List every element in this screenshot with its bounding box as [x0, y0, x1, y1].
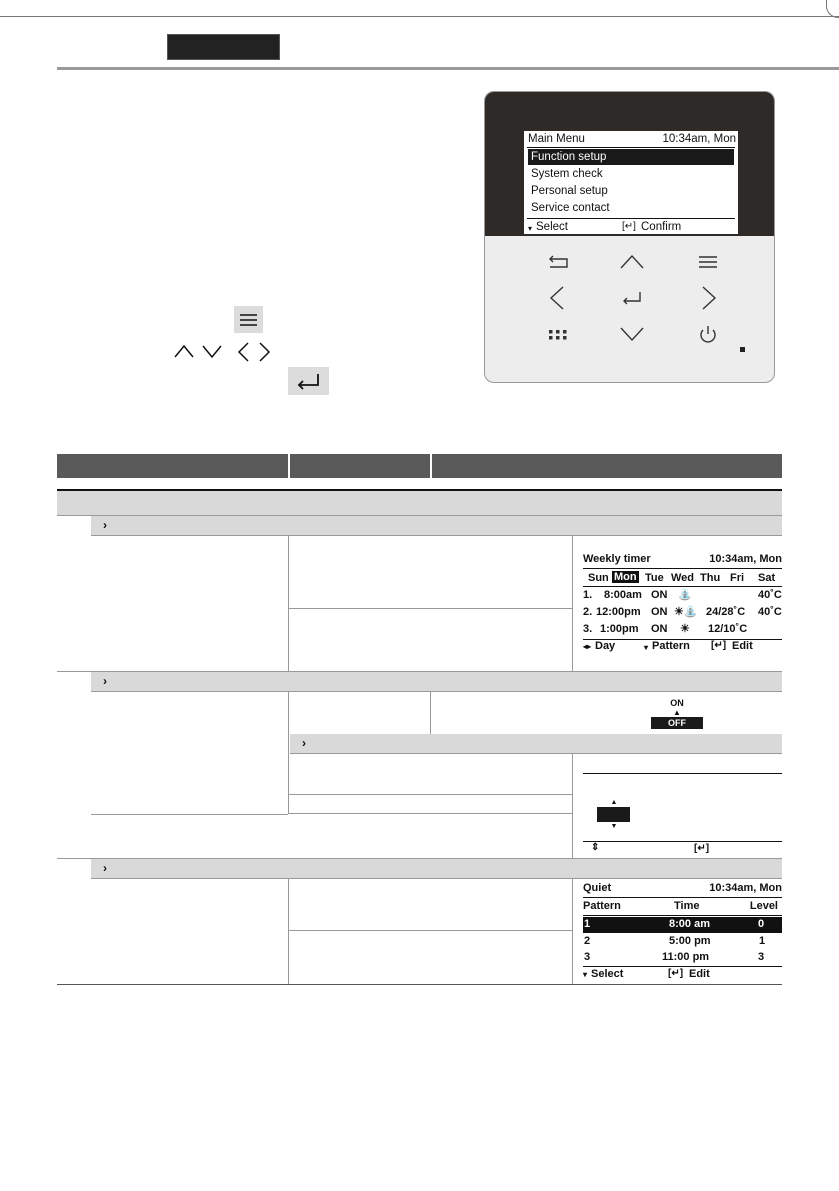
timer-row-2-tank: 40˚C: [758, 606, 782, 618]
enter-button[interactable]: [617, 286, 647, 310]
remote-controller: [484, 91, 775, 383]
menu-icon: [234, 306, 263, 333]
day-thu: Thu: [700, 572, 721, 584]
chevron-right-icon: ›: [302, 736, 306, 750]
subsection-bar-nested: [290, 734, 782, 754]
sun-snow-icon: ☀⛲: [674, 606, 698, 618]
subsection-bar-quiet: [91, 859, 782, 879]
down-arrow-icon: ▼: [610, 823, 618, 830]
header-rule: [57, 67, 839, 70]
quiet-row-2-level: 1: [759, 935, 766, 947]
page-edge-line: [0, 16, 839, 17]
timer-row-3-state: ON: [651, 623, 668, 635]
up-button[interactable]: [617, 250, 647, 274]
weekly-timer-clock: 10:34am, Mon: [709, 553, 782, 565]
quiet-header-pattern: Pattern: [583, 900, 621, 912]
lcd-clock: 10:34am, Mon: [662, 133, 736, 145]
footer-edit: Edit: [732, 640, 753, 652]
up-arrow-icon: ▲: [673, 708, 681, 717]
quiet-screen: [583, 882, 782, 983]
lcd-item-service-contact: Service contact: [531, 202, 610, 214]
toggle-on-label: ON: [670, 698, 684, 708]
quiet-row-1-level: 0: [758, 918, 765, 930]
quiet-header-level: Level: [749, 900, 778, 912]
lcd-footer-select: Select: [536, 221, 568, 233]
down-button[interactable]: [617, 322, 647, 346]
timer-row-1-state: ON: [651, 589, 668, 601]
footer-pattern: Pattern: [652, 640, 690, 652]
lcd-title: Main Menu: [528, 133, 585, 145]
day-wed: Wed: [671, 572, 695, 584]
quiet-footer-select: Select: [591, 968, 624, 980]
left-arrow-icon: [239, 343, 248, 361]
quiet-row-3-time: 11:00 pm: [662, 951, 710, 963]
day-mon-selected: Mon: [614, 571, 637, 583]
timer-row-1-n: 1.: [583, 589, 593, 601]
power-led: [740, 347, 745, 352]
menu-button[interactable]: [693, 250, 723, 274]
controller-lcd: [524, 131, 738, 234]
quiet-row-2-pattern: 2: [584, 935, 591, 947]
quick-menu-button[interactable]: [543, 322, 573, 346]
weekly-timer-screen: [583, 553, 782, 654]
tank-icon: ⛲: [678, 589, 692, 601]
back-button[interactable]: [543, 250, 573, 274]
sun-icon: ☀: [680, 623, 690, 635]
quiet-row-3-pattern: 3: [584, 951, 591, 963]
subsection-bar-weekly-timer: [91, 516, 782, 536]
right-button[interactable]: [693, 286, 723, 310]
table-header-col-3: [432, 454, 782, 478]
quiet-row-2-time: 5:00 pm: [669, 935, 711, 947]
lcd-item-system-check: System check: [531, 168, 603, 180]
section-tab: [167, 34, 280, 60]
day-sun: Sun: [588, 572, 609, 584]
left-button[interactable]: [543, 286, 573, 310]
quiet-row-1-time: 8:00 am: [669, 918, 710, 930]
table-header-col-2: [290, 454, 430, 478]
controller-display-panel: [485, 92, 774, 236]
lcd-item-function-setup: Function setup: [528, 149, 734, 165]
chevron-right-icon: ›: [103, 518, 107, 532]
right-arrow-icon: [260, 343, 269, 361]
timer-row-2-time: 12:00pm: [596, 606, 641, 618]
quiet-row-3-level: 3: [758, 951, 765, 963]
chevron-right-icon: ›: [103, 674, 107, 688]
power-button[interactable]: [693, 322, 723, 346]
quiet-footer-edit: Edit: [689, 968, 710, 980]
enter-icon: [↵]: [694, 843, 710, 854]
lcd-select-arrow-icon: ▾: [528, 224, 533, 233]
on-off-selector: [651, 698, 703, 730]
lcd-enter-icon: [↵]: [622, 221, 636, 232]
timer-row-3-time: 1:00pm: [600, 623, 639, 635]
up-arrow-icon: ▲: [610, 799, 618, 806]
down-arrow-icon: ▾: [583, 970, 588, 979]
left-right-arrows-icon: ◂▸: [583, 642, 592, 651]
value-field: [597, 807, 630, 822]
subsection-bar-holiday: [91, 672, 782, 692]
quiet-clock: 10:34am, Mon: [709, 882, 782, 894]
down-arrow-icon: ▾: [644, 643, 649, 652]
quiet-header-time: Time: [674, 900, 700, 912]
timer-row-1-tank: 40˚C: [758, 589, 782, 601]
quiet-title: Quiet: [583, 882, 612, 894]
day-sat: Sat: [758, 572, 776, 584]
timer-row-2-temp: 24/28˚C: [706, 606, 746, 618]
timer-row-3-n: 3.: [583, 623, 593, 635]
day-tue: Tue: [645, 572, 664, 584]
quiet-row-1-pattern: 1: [584, 918, 591, 930]
lcd-footer-confirm: Confirm: [641, 221, 682, 233]
arrow-keys-icon: [173, 339, 278, 365]
chevron-right-icon: ›: [103, 861, 107, 875]
timer-row-3-temp: 12/10˚C: [708, 623, 748, 635]
footer-day: Day: [595, 640, 616, 652]
weekly-timer-title: Weekly timer: [583, 553, 651, 565]
section-bar: [57, 491, 782, 516]
table-header-col-1: [57, 454, 288, 478]
up-down-arrows-icon: ⇕: [591, 842, 600, 853]
lcd-item-personal-setup: Personal setup: [531, 185, 608, 197]
enter-icon: [↵]: [668, 968, 684, 979]
day-fri: Fri: [730, 572, 745, 584]
enter-icon: [↵]: [711, 640, 727, 651]
enter-icon: [288, 367, 329, 395]
timer-row-2-n: 2.: [583, 606, 593, 618]
timer-row-1-time: 8:00am: [604, 589, 642, 601]
timer-row-2-state: ON: [651, 606, 668, 618]
up-arrow-icon: [175, 346, 193, 357]
down-arrow-icon: [203, 346, 221, 357]
toggle-off-label: OFF: [651, 717, 703, 729]
